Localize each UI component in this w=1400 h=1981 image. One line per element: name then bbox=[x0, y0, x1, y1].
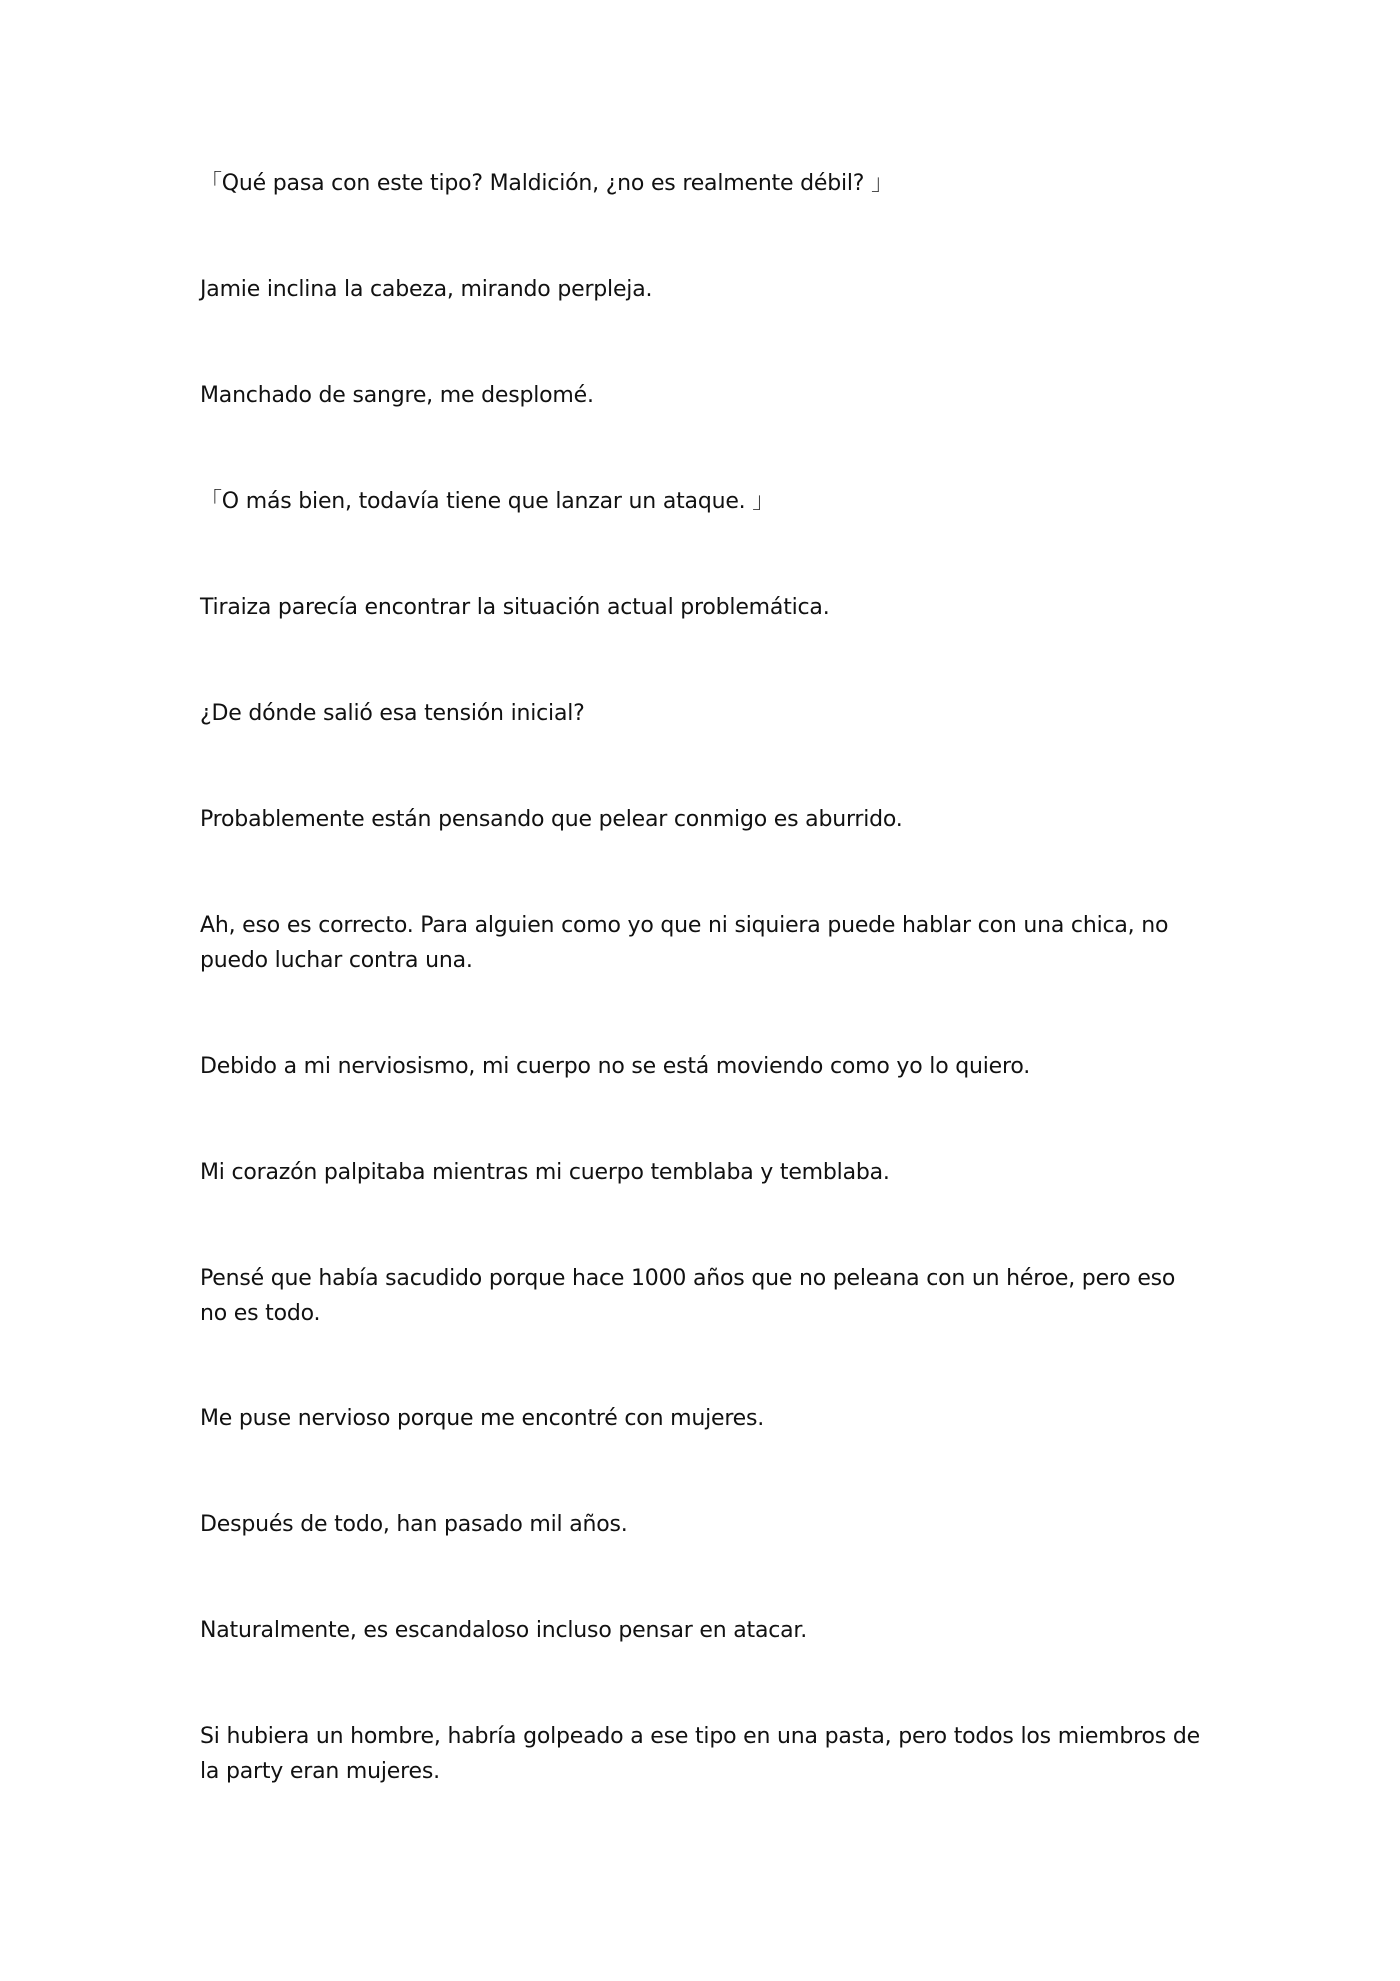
paragraph-15: Si hubiera un hombre, habría golpeado a ese tipo en una pasta, pero todos los miembros de la party eran mujeres. bbox=[200, 1724, 1200, 1784]
paragraph-7: Probablemente están pensando que pelear conmigo es aburrido. bbox=[200, 807, 903, 832]
paragraph-11: Pensé que había sacudido porque hace 1000 años que no peleana con un héroe, pero eso no es todo. bbox=[200, 1266, 1176, 1326]
paragraph-12: Me puse nervioso porque me encontré con mujeres. bbox=[200, 1406, 765, 1431]
paragraph-14: Naturalmente, es escandaloso incluso pensar en atacar. bbox=[200, 1618, 808, 1643]
paragraph-3: Manchado de sangre, me desplomé. bbox=[200, 383, 594, 408]
paragraph-13: Después de todo, han pasado mil años. bbox=[200, 1512, 628, 1537]
paragraph-4: 「O más bien, todavía tiene que lanzar un ataque. 」 bbox=[200, 489, 775, 514]
paragraph-10: Mi corazón palpitaba mientras mi cuerpo temblaba y temblaba. bbox=[200, 1160, 890, 1185]
paragraph-6: ¿De dónde salió esa tensión inicial? bbox=[200, 701, 585, 726]
paragraph-1: 「Qué pasa con este tipo? Maldición, ¿no es realmente débil? 」 bbox=[200, 171, 893, 196]
paragraph-2: Jamie inclina la cabeza, mirando perpleja. bbox=[200, 277, 653, 302]
paragraph-8: Ah, eso es correcto. Para alguien como yo que ni siquiera puede hablar con una chica, no puedo luchar contra una. bbox=[200, 913, 1169, 973]
paragraph-9: Debido a mi nerviosismo, mi cuerpo no se está moviendo como yo lo quiero. bbox=[200, 1054, 1031, 1079]
paragraph-5: Tiraiza parecía encontrar la situación actual problemática. bbox=[200, 595, 830, 620]
